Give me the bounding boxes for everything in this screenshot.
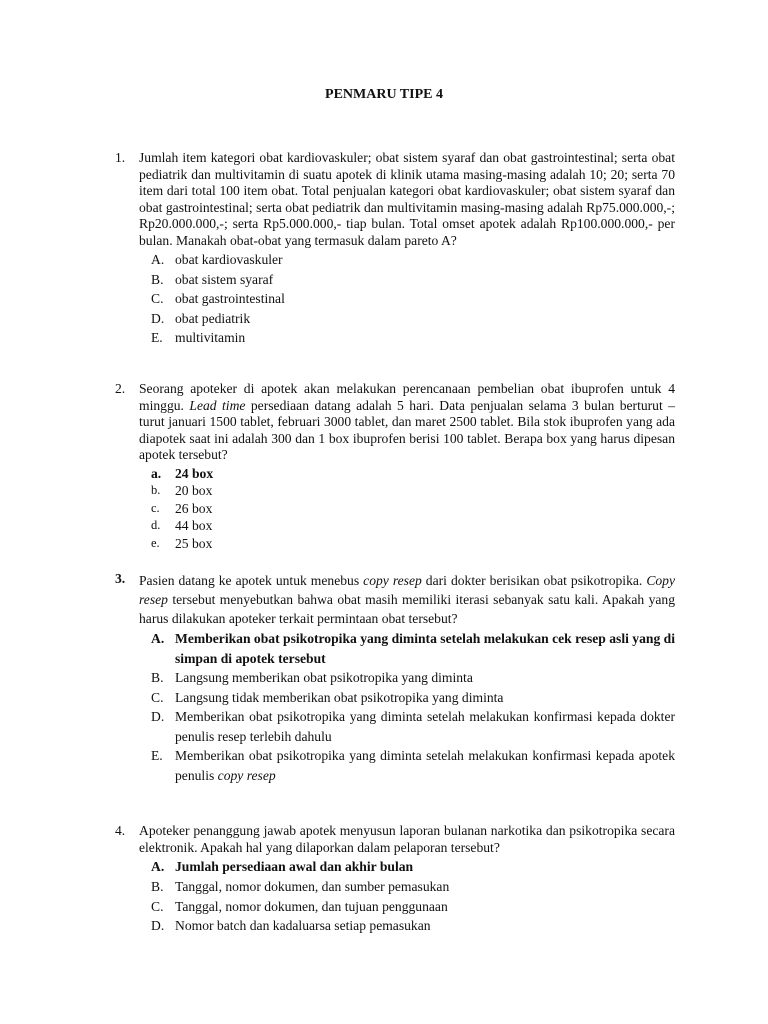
- question-text: [139, 381, 675, 464]
- option-letter: e.: [151, 535, 160, 550]
- question-text-part: dari dokter berisikan obat psikotropika.: [421, 573, 647, 588]
- option-item: [151, 270, 675, 290]
- option-letter: A.: [151, 631, 165, 646]
- option-list: [151, 250, 675, 348]
- option-text: obat kardiovaskuler: [175, 252, 283, 267]
- question-text-part: Seorang apoteker di apotek akan melakukan perencanaan pembelian obat ibuprofen untuk 4 minggu.: [139, 381, 675, 413]
- option-list: [151, 857, 675, 936]
- option-item: [151, 897, 675, 917]
- option-letter: C.: [151, 689, 164, 705]
- question-text: Jumlah item kategori obat kardiovaskuler; obat sistem syaraf dan obat gastrointestinal; serta obat pediatrik dan multivitamin di suatu apotek di klinik utama masing-masing adalah 10; 20; serta 70 item dari total 100 item obat. Total penjualan kategori obat kardiovaskuler; obat sistem syaraf dan obat gastrointestinal; serta obat pediatrik dan multivitamin masing-masing adalah Rp75.000.000,-; Rp20.000.000,-; serta Rp5.000.000,- tiap bulan. Total omset apotek adalah Rp100.000.000,- per bulan. Manakah obat-obat yang termasuk dalam pareto A?: [139, 150, 675, 248]
- option-letter: B.: [151, 670, 164, 685]
- option-letter: A.: [151, 252, 165, 267]
- option-item-correct: [151, 465, 675, 483]
- option-item: [151, 328, 675, 348]
- option-item: [151, 668, 675, 688]
- option-letter: B.: [151, 271, 164, 287]
- option-letter: C.: [151, 898, 164, 914]
- option-text: Tanggal, nomor dokumen, dan sumber pemasukan: [175, 878, 450, 894]
- option-letter: E.: [151, 330, 163, 346]
- question-text-italic: Copy resep: [139, 573, 676, 607]
- question-number: 1.: [115, 150, 126, 165]
- question-2: [115, 381, 675, 552]
- option-item: [151, 482, 675, 500]
- option-letter: E.: [151, 748, 163, 763]
- option-text: 26 box: [175, 500, 213, 516]
- option-item: [151, 746, 675, 785]
- question-text-italic: Lead time: [189, 397, 246, 413]
- option-text: multivitamin: [175, 330, 246, 346]
- option-list: [151, 629, 675, 785]
- option-item: [151, 250, 675, 270]
- option-item: [151, 535, 675, 553]
- option-text: Nomor batch dan kadaluarsa setiap pemasukan: [175, 918, 431, 934]
- option-letter: A.: [151, 859, 165, 874]
- option-item: [151, 877, 675, 897]
- option-text: Memberikan obat psikotropika yang diminta setelah melakukan konfirmasi kepada dokter penulis resep terlebih dahulu: [175, 709, 675, 744]
- option-item: [151, 309, 675, 329]
- option-text: 20 box: [175, 483, 213, 498]
- option-letter: b.: [151, 483, 161, 497]
- option-text: Langsung tidak memberikan obat psikotropika yang diminta: [175, 689, 504, 705]
- question-1: [115, 150, 675, 348]
- option-text: obat gastrointestinal: [175, 291, 285, 307]
- question-text-part: persediaan datang adalah 5 hari. Data penjualan selama 3 bulan berturut – turut januari 1500 tablet, februari 3000 tablet, dan maret 2500 tablet. Bila stok ibuprofen yang ada diapotek saat ini adalah 300 dan 1 box ibuprofen berisi 100 tablet. Berapa box yang harus dipesan apotek tersebut?: [139, 397, 675, 462]
- option-letter: B.: [151, 878, 164, 894]
- option-item: [151, 688, 675, 708]
- option-item-correct: [151, 857, 675, 877]
- option-letter: C.: [151, 291, 164, 307]
- option-text-part: Memberikan obat psikotropika yang diminta setelah melakukan konfirmasi kepada apotek penulis: [175, 748, 675, 783]
- page-title: PENMARU TIPE 4: [325, 87, 443, 102]
- option-text: obat sistem syaraf: [175, 271, 274, 287]
- option-text: Langsung memberikan obat psikotropika yang diminta: [175, 670, 473, 685]
- option-text: Tanggal, nomor dokumen, dan tujuan penggunaan: [175, 898, 448, 914]
- option-text: obat pediatrik: [175, 310, 251, 326]
- option-text: 44 box: [175, 518, 213, 533]
- option-text: Jumlah persediaan awal dan akhir bulan: [175, 859, 414, 874]
- question-text-italic: copy resep: [363, 573, 422, 588]
- question-text-part: tersebut menyebutkan bahwa obat masih memiliki iterasi sebanyak satu kali. Apakah yang harus dilakukan apoteker terkait permintaan obat tersebut?: [139, 592, 675, 626]
- question-text: [139, 571, 675, 628]
- option-letter: a.: [151, 465, 162, 481]
- question-number: 4.: [115, 823, 126, 838]
- option-text: Memberikan obat psikotropika yang diminta setelah melakukan cek resep asli yang di simpan di apotek tersebut: [175, 631, 675, 666]
- option-letter: D.: [151, 709, 165, 724]
- option-item: [151, 707, 675, 746]
- option-text-italic: copy resep: [217, 767, 276, 783]
- option-text: 25 box: [175, 535, 213, 551]
- question-text: Apoteker penanggung jawab apotek menyusun laporan bulanan narkotika dan psikotropika secara elektronik. Apakah hal yang dilaporkan dalam pelaporan tersebut?: [139, 823, 675, 855]
- option-item: [151, 916, 675, 936]
- option-item: [151, 500, 675, 518]
- question-4: [115, 823, 675, 936]
- option-letter: D.: [151, 918, 165, 934]
- option-text: 24 box: [175, 465, 214, 481]
- question-text-part: Pasien datang ke apotek untuk menebus: [139, 573, 364, 588]
- question-3: [115, 571, 675, 785]
- option-item: [151, 289, 675, 309]
- option-list: [151, 465, 675, 553]
- option-letter: c.: [151, 500, 160, 515]
- option-letter: D.: [151, 310, 165, 326]
- option-letter: d.: [151, 518, 161, 532]
- question-number: 3.: [115, 571, 126, 586]
- option-item: [151, 517, 675, 535]
- question-number: 2.: [115, 381, 126, 396]
- option-item-correct: [151, 629, 675, 668]
